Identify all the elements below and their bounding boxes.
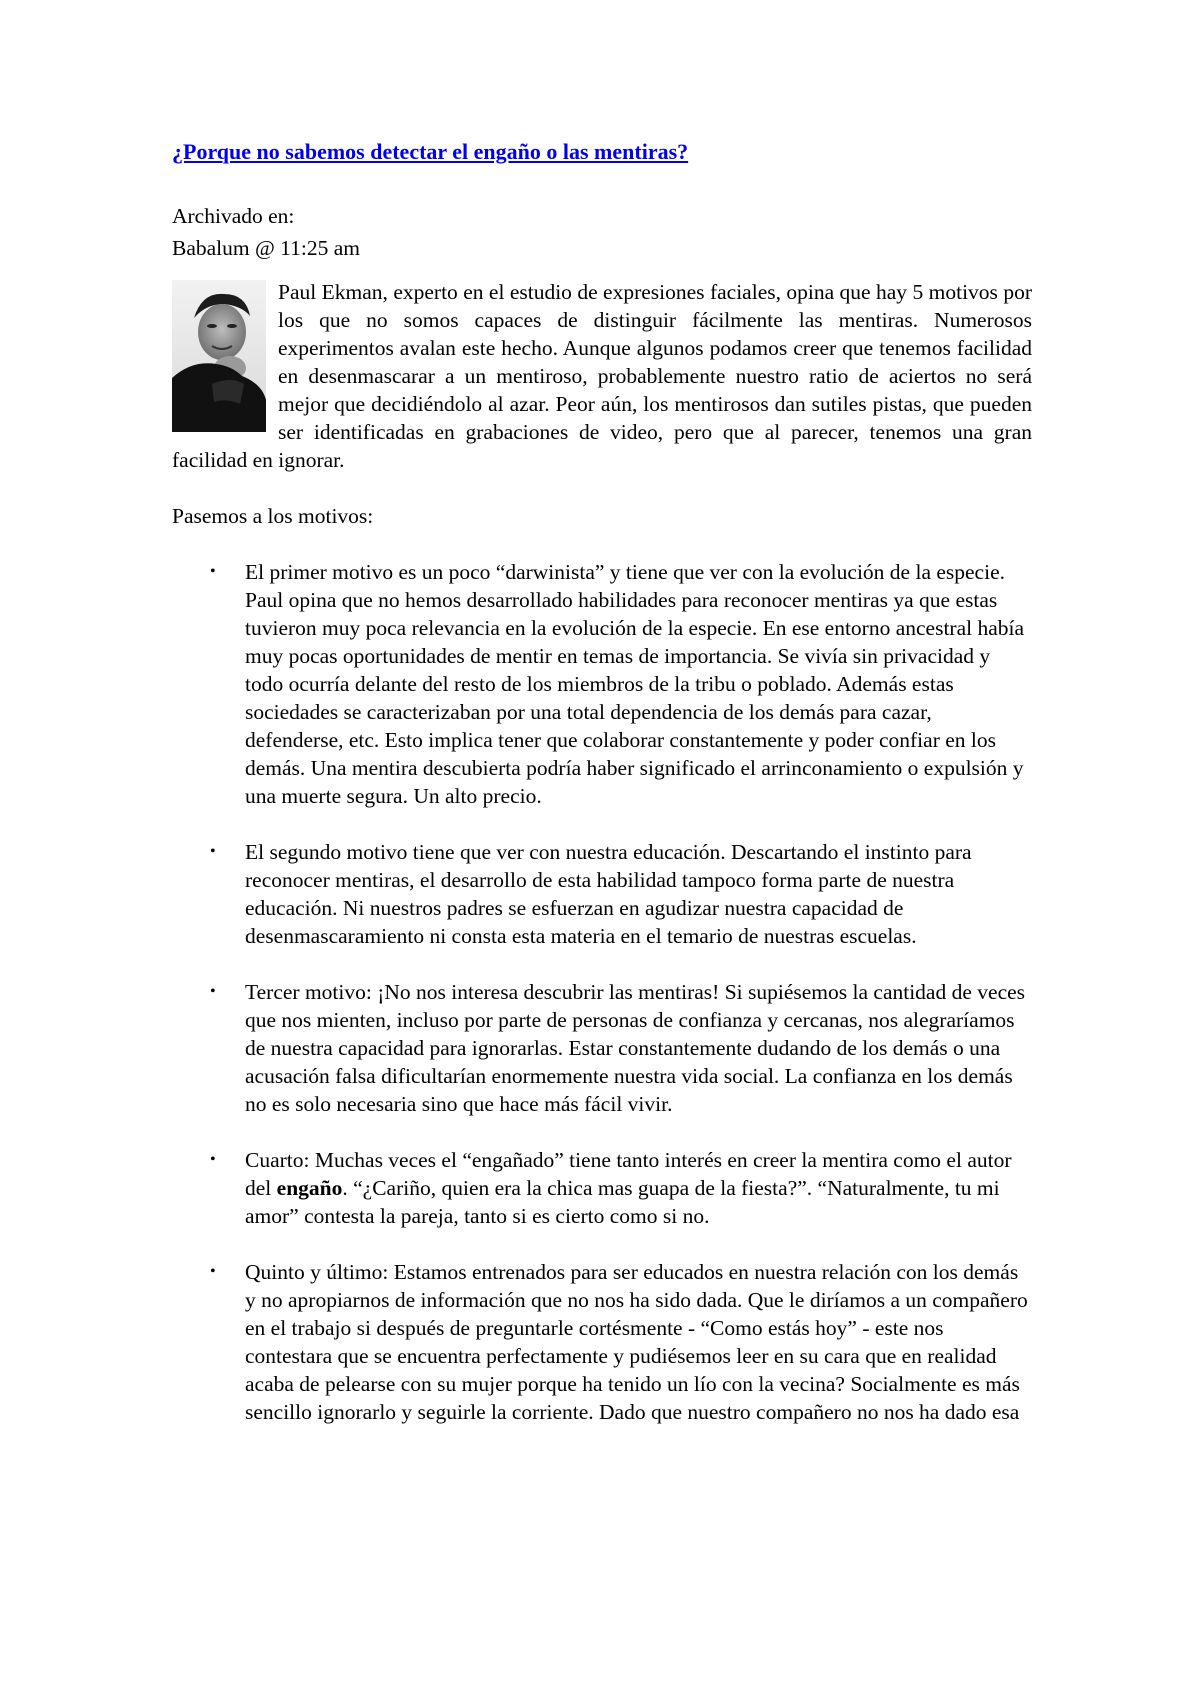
motives-list <box>172 558 1032 1426</box>
motive-text: Tercer motivo: ¡No nos interesa descubrir las mentiras! Si supiésemos la cantidad de veces que nos mienten, incluso por parte de personas de confianza y cercanas, nos alegraríamos de nuestra capacidad para ignorarlas. Estar constantemente dudando de los demás o una acusación falsa dificultarían enormemente nuestra vida social. La confianza en los demás no es solo necesaria sino que hace más fácil vivir. <box>245 980 1026 1116</box>
list-item <box>172 1258 1032 1426</box>
bullet-icon: • <box>210 1263 216 1280</box>
article-meta <box>172 200 1032 264</box>
list-item <box>172 838 1032 950</box>
motive-text-before: Cuarto: Muchas veces el “engañado” tiene tanto interés en creer la mentira como el autor del <box>245 1148 1012 1200</box>
bullet-icon: • <box>210 983 216 1000</box>
list-item <box>172 1146 1032 1230</box>
archived-label: Archivado en: <box>172 204 295 228</box>
bullet-icon: • <box>210 563 216 580</box>
bullet-icon: • <box>210 843 216 860</box>
bullet-icon: • <box>210 1151 216 1168</box>
motive-bold-word: engaño <box>276 1176 343 1200</box>
article-title-link[interactable]: ¿Porque no sabemos detectar el engaño o las mentiras? <box>172 139 689 164</box>
motive-text-after: . “¿Cariño, quien era la chica mas guapa de la fiesta?”. “Naturalmente, tu mi amor” contesta la pareja, tanto si es cierto como si no. <box>245 1176 1000 1228</box>
motive-text: El primer motivo es un poco “darwinista” y tiene que ver con la evolución de la especie. Paul opina que no hemos desarrollado habilidades para reconocer mentiras ya que estas tuvieron muy poca relevancia en la evolución de la especie. En ese entorno ancestral había muy pocas oportunidades de mentir en temas de importancia. Se vivía sin privacidad y todo ocurría delante del resto de los miembros de la tribu o poblado. Además estas sociedades se caracterizaban por una total dependencia de los demás para cazar, defenderse, etc. Esto implica tener que colaborar constantemente y poder confiar en los demás. Una mentira descubierta podría haber significado el arrinconamiento o expulsión y una muerte segura. Un alto precio. <box>245 560 1025 808</box>
list-item <box>172 978 1032 1118</box>
motives-heading: Pasemos a los motivos: <box>172 504 374 528</box>
motive-text: El segundo motivo tiene que ver con nuestra educación. Descartando el instinto para reconocer mentiras, el desarrollo de esta habilidad tampoco forma parte de nuestra educación. Ni nuestros padres se esfuerzan en agudizar nuestra capacidad de desenmascaramiento ni consta esta materia en el temario de nuestras escuelas. <box>245 840 972 948</box>
list-item <box>172 558 1032 810</box>
paul-ekman-portrait-image <box>172 280 266 432</box>
document-page <box>172 138 1032 1454</box>
motive-text: Quinto y último: Estamos entrenados para ser educados en nuestra relación con los demás y no apropiarnos de información que no nos ha sido dada. Que le diríamos a un compañero en el trabajo si después de preguntarle cortésmente - “Como estás hoy” - este nos contestara que se encuentra perfectamente y pudiésemos leer en su cara que en realidad acaba de pelearse con su mujer porque ha tenido un lío con la vecina? Socialmente es más sencillo ignorarlo y seguirle la corriente. Dado que nuestro compañero no nos ha dado esa <box>245 1260 1028 1424</box>
byline: Babalum @ 11:25 am <box>172 236 360 260</box>
portrait-photo-icon <box>172 280 266 432</box>
intro-paragraph <box>172 278 1032 474</box>
intro-text: Paul Ekman, experto en el estudio de expresiones faciales, opina que hay 5 motivos por los que no somos capaces de distinguir fácilmente las mentiras. Numerosos experimentos avalan este hecho. Aunque algunos podamos creer que tenemos facilidad en desenmascarar a un mentiroso, probablemente nuestro ratio de aciertos no será mejor que decidiéndolo al azar. Peor aún, los mentirosos dan sutiles pistas, que pueden ser identificadas en grabaciones de video, pero que al parecer, tenemos una gran facilidad en ignorar. <box>172 280 1032 472</box>
